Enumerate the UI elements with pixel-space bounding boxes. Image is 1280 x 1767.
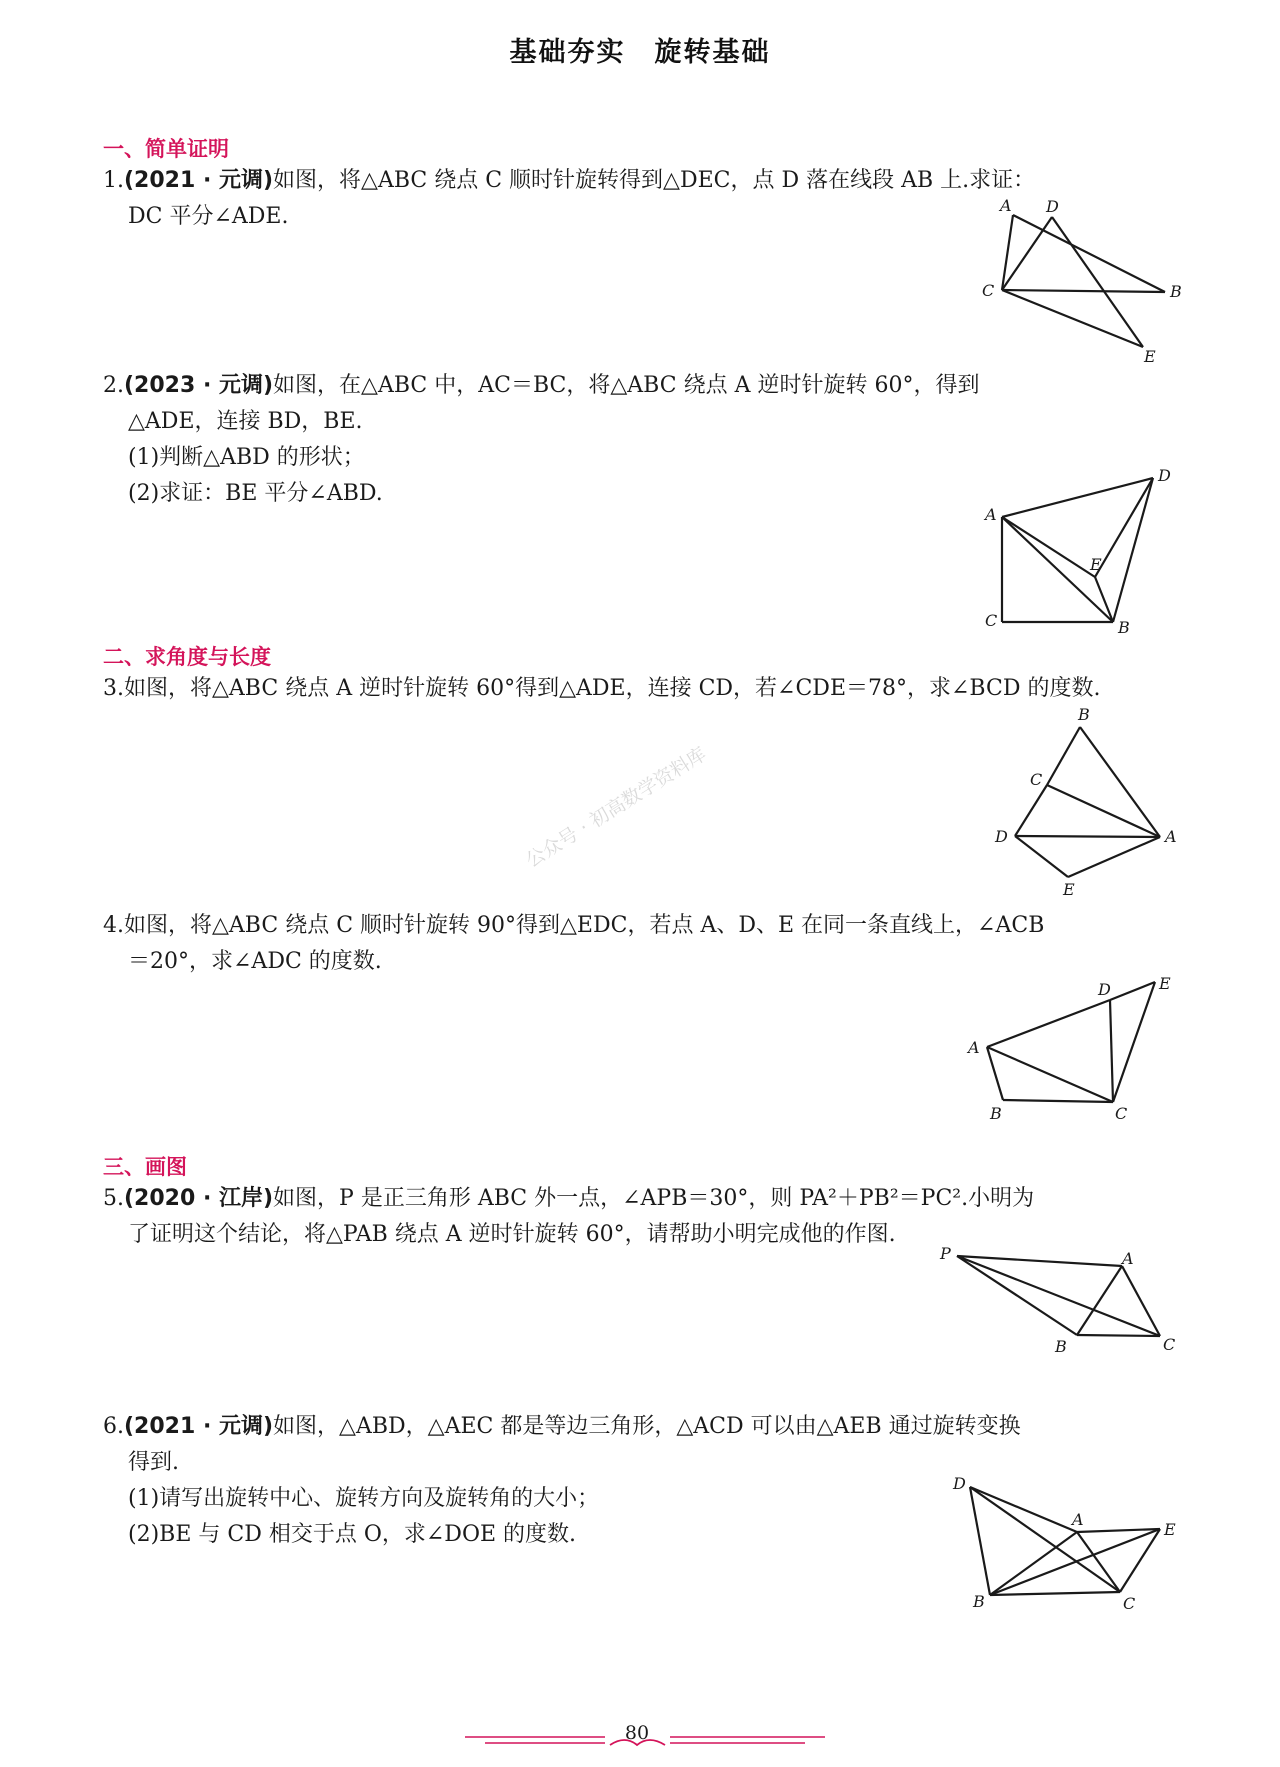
problem-source: (2020 · 江岸) xyxy=(124,1186,274,1211)
point-label: A xyxy=(1122,1249,1134,1268)
figure-problem-1 xyxy=(960,195,1180,365)
problem-number: 2. xyxy=(103,373,124,398)
point-label: A xyxy=(968,1038,980,1057)
point-label: D xyxy=(1046,197,1059,216)
problem-text: 如图，△ABD，△AEC 都是等边三角形，△ACD 可以由△AEB 通过旋转变换 xyxy=(273,1414,1021,1439)
page-title: 基础夯实 旋转基础 xyxy=(509,37,771,68)
problem-number: 3. xyxy=(103,676,124,701)
point-label: B xyxy=(1170,282,1182,301)
section-heading-angle-length: 二、求角度与长度 xyxy=(103,645,271,669)
problem-text: △ADE，连接 BD，BE. xyxy=(128,409,363,434)
figure-problem-4 xyxy=(960,974,1180,1123)
problem-subquestion: (1)请写出旋转中心、旋转方向及旋转角的大小； xyxy=(128,1486,600,1511)
page-number: 80 xyxy=(624,1722,650,1744)
point-label: C xyxy=(1030,770,1043,789)
problem-number: 5. xyxy=(103,1186,124,1211)
figure-problem-5 xyxy=(935,1245,1180,1360)
problem-source: (2023 · 元调) xyxy=(124,373,274,398)
problem-text: 如图，在△ABC 中，AC＝BC，将△ABC 绕点 A 逆时针旋转 60°，得到 xyxy=(273,373,980,398)
point-label: B xyxy=(1078,705,1090,724)
problem-text: 如图，P 是正三角形 ABC 外一点，∠APB＝30°，则 PA²＋PB²＝PC².小明为 xyxy=(273,1186,1035,1211)
problem-4 xyxy=(103,908,1178,980)
problem-subquestion: (2)求证：BE 平分∠ABD. xyxy=(128,481,383,506)
figure-problem-6 xyxy=(945,1475,1180,1615)
point-label: E xyxy=(1063,880,1075,899)
point-label: B xyxy=(973,1592,985,1611)
problem-5 xyxy=(103,1181,1178,1253)
figure-problem-2 xyxy=(970,465,1180,640)
point-label: B xyxy=(1118,618,1130,637)
page-footer xyxy=(455,1722,835,1755)
problem-subquestion: (2)BE 与 CD 相交于点 O，求∠DOE 的度数. xyxy=(128,1522,577,1547)
point-label: C xyxy=(1163,1335,1176,1354)
problem-text: 了证明这个结论，将△PAB 绕点 A 逆时针旋转 60°，请帮助小明完成他的作图. xyxy=(128,1222,896,1247)
problem-text: ＝20°，求∠ADC 的度数. xyxy=(128,949,382,974)
point-label: C xyxy=(982,281,995,300)
point-label: C xyxy=(985,611,998,630)
point-label: A xyxy=(1072,1510,1084,1529)
point-label: E xyxy=(1090,555,1102,574)
point-label: A xyxy=(985,505,997,524)
point-label: P xyxy=(940,1244,951,1263)
point-label: C xyxy=(1123,1594,1136,1613)
point-label: E xyxy=(1164,1520,1176,1539)
point-label: A xyxy=(1000,196,1012,215)
section-heading-drawing: 三、画图 xyxy=(103,1155,187,1179)
problem-3 xyxy=(103,671,1178,707)
problem-text: 如图，将△ABC 绕点 C 顺时针旋转 90°得到△EDC，若点 A、D、E 在同一条直线上，∠ACB xyxy=(124,913,1045,938)
point-label: A xyxy=(1165,827,1177,846)
problem-source: (2021 · 元调) xyxy=(124,168,274,193)
point-label: B xyxy=(1055,1337,1067,1356)
problem-text: 得到. xyxy=(128,1450,179,1475)
problem-number: 6. xyxy=(103,1414,124,1439)
problem-text: 如图，将△ABC 绕点 C 顺时针旋转得到△DEC，点 D 落在线段 AB 上.求证： xyxy=(273,168,1036,193)
problem-text: 如图，将△ABC 绕点 A 逆时针旋转 60°得到△ADE，连接 CD，若∠CDE＝78°，求∠BCD 的度数. xyxy=(124,676,1101,701)
point-label: D xyxy=(1158,466,1171,485)
figure-problem-3 xyxy=(980,705,1180,905)
point-label: D xyxy=(953,1474,966,1493)
problem-text: DC 平分∠ADE. xyxy=(128,204,289,229)
point-label: D xyxy=(1098,980,1111,999)
point-label: B xyxy=(990,1104,1002,1123)
point-label: C xyxy=(1115,1104,1128,1123)
watermark: 公众号 · 初高数学资料库 xyxy=(522,743,711,873)
section-heading-proof: 一、简单证明 xyxy=(103,137,229,161)
problem-source: (2021 · 元调) xyxy=(124,1414,274,1439)
problem-number: 1. xyxy=(103,168,124,193)
point-label: D xyxy=(995,827,1008,846)
problem-number: 4. xyxy=(103,913,124,938)
point-label: E xyxy=(1159,974,1171,993)
problem-subquestion: (1)判断△ABD 的形状； xyxy=(128,445,365,470)
point-label: E xyxy=(1144,347,1156,366)
